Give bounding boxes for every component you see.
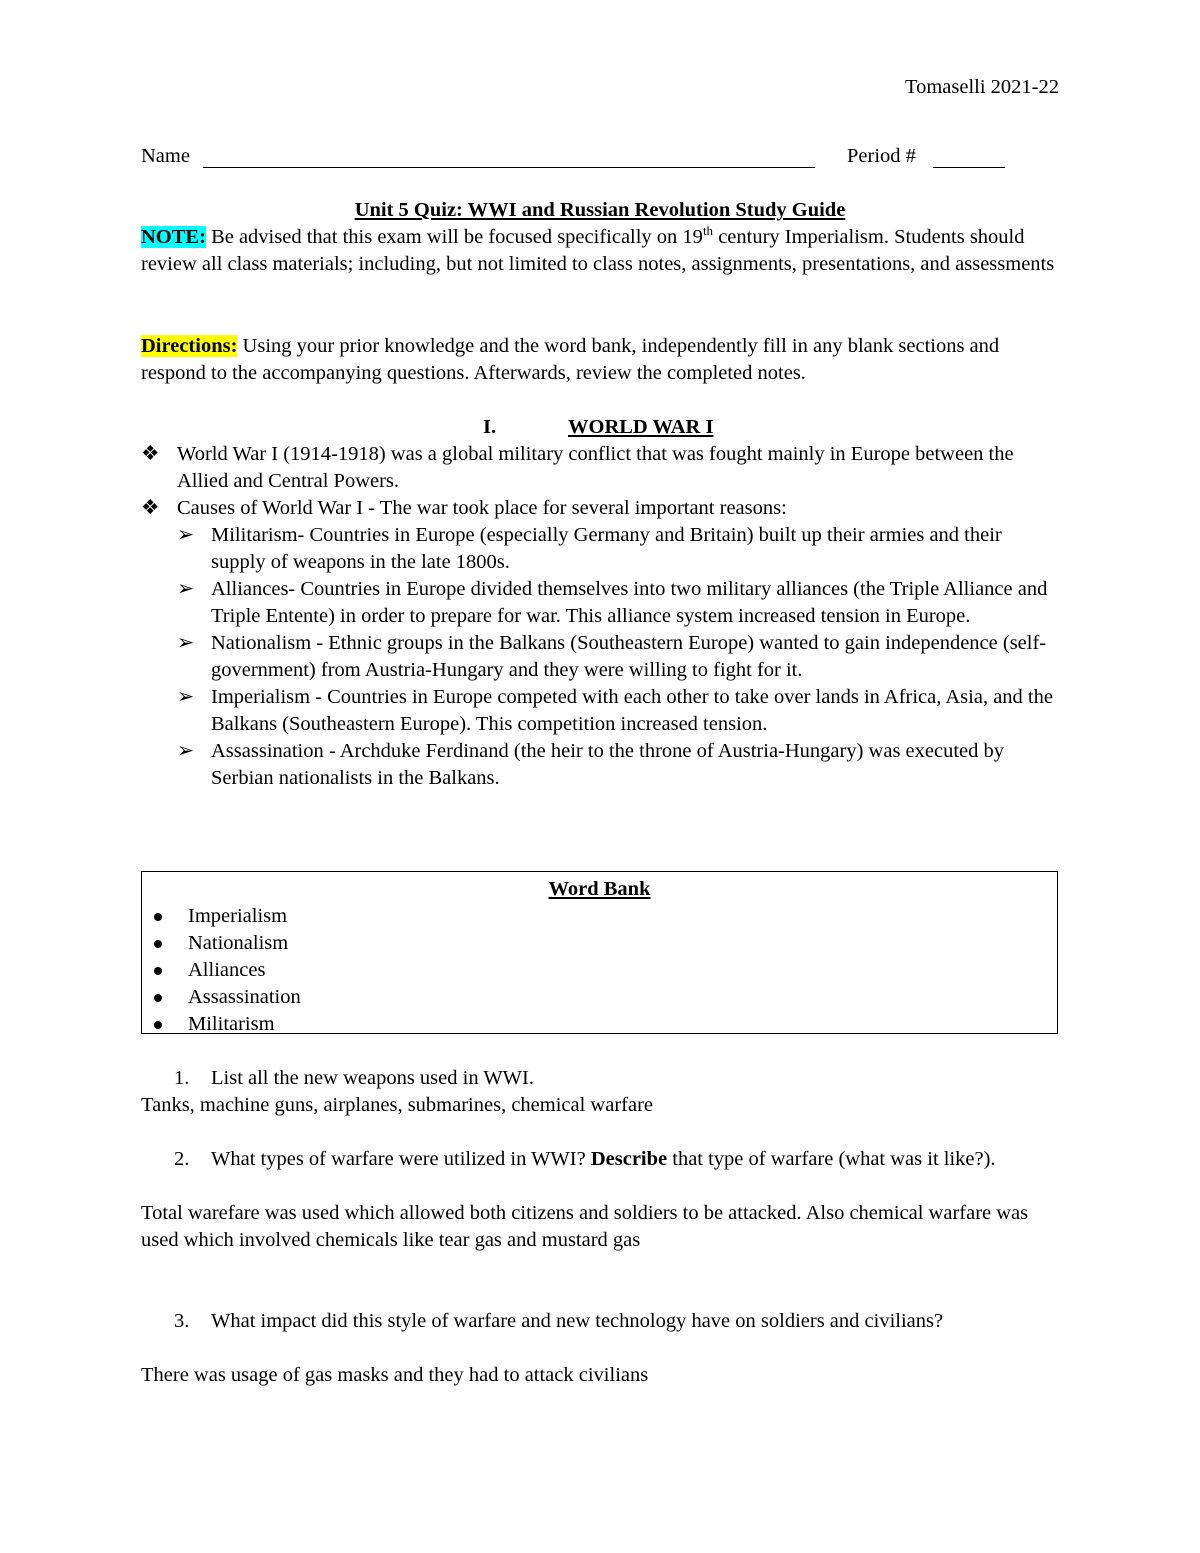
arrow-bullet-icon: ➢ (177, 578, 195, 600)
question-text (141, 1065, 1061, 1092)
period-blank-line[interactable] (933, 167, 1005, 168)
word-bank-title: Word Bank (548, 878, 651, 900)
question-1 (141, 1065, 1061, 1092)
bullet-dot-icon (154, 940, 162, 948)
word-bank-list (142, 903, 1057, 1038)
section-heading (0, 414, 1200, 441)
question-text-part: List all the new weapons used in WWI. (211, 1067, 534, 1089)
bullet-item (141, 495, 1061, 522)
word-bank-item (142, 984, 1057, 1011)
name-label: Name (141, 145, 190, 167)
word-bank-box (141, 871, 1058, 1034)
bullet-item (141, 684, 1061, 738)
bullet-item (141, 522, 1061, 576)
page-title: Unit 5 Quiz: WWI and Russian Revolution Study Guide (354, 199, 846, 221)
question-text (141, 1146, 1061, 1173)
name-blank-line[interactable] (203, 167, 815, 168)
note-paragraph (141, 224, 1061, 278)
answer-2[interactable]: Total warefare was used which allowed both citizens and soldiers to be attacked. Also chemical warfare was used which involved chemicals like tear gas and mustard gas (141, 1202, 1029, 1251)
word-bank-item (142, 1011, 1057, 1038)
question-text-part: that type of warfare (what was it like?). (667, 1148, 996, 1170)
arrow-bullet-icon: ➢ (177, 686, 195, 708)
period-label: Period # (847, 145, 916, 167)
note-text-1: Be advised that this exam will be focused specifically on 19 (205, 226, 703, 248)
directions-label: Directions: (141, 335, 238, 357)
arrow-bullet-icon: ➢ (177, 632, 195, 654)
note-sup: th (702, 223, 714, 239)
name-period-row (141, 143, 1061, 173)
word-bank-item (142, 930, 1057, 957)
bullet-item (141, 441, 1061, 495)
word-bank-item (142, 957, 1057, 984)
word-bank-term: Militarism (188, 1013, 275, 1035)
question-3 (141, 1308, 1061, 1335)
bullet-dot-icon (154, 994, 162, 1002)
answer-1[interactable]: Tanks, machine guns, airplanes, submarines, chemical warfare (141, 1094, 654, 1116)
section-title: WORLD WAR I (568, 416, 714, 438)
word-bank-term: Nationalism (188, 932, 289, 954)
bullet-text: Assassination - Archduke Ferdinand (the heir to the throne of Austria-Hungary) was executed by Serbian nationalists in the Balkans. (211, 740, 1005, 789)
question-number: 1. (174, 1067, 190, 1089)
word-bank-term: Alliances (188, 959, 266, 981)
section-number: I. (483, 416, 497, 438)
word-bank-term: Imperialism (188, 905, 288, 927)
bullet-dot-icon (154, 913, 162, 921)
bullet-item (141, 576, 1061, 630)
question-2 (141, 1146, 1061, 1173)
question-number: 3. (174, 1310, 190, 1332)
arrow-bullet-icon: ➢ (177, 740, 195, 762)
header-course-year: Tomaselli 2021-22 (904, 76, 1059, 98)
question-number: 2. (174, 1148, 190, 1170)
arrow-bullet-icon: ➢ (177, 524, 195, 546)
causes-bullet-list (141, 441, 1061, 792)
directions-paragraph (141, 333, 1061, 387)
word-bank-term: Assassination (188, 986, 301, 1008)
bullet-text: Imperialism - Countries in Europe competed with each other to take over lands in Africa, Asia, and the Balkans (Southeastern Europe). This competition increased tension. (211, 686, 1053, 735)
bullet-text: Nationalism - Ethnic groups in the Balkans (Southeastern Europe) wanted to gain independence (self-government) from Austria-Hungary and they were willing to fight for it. (211, 632, 1047, 681)
note-label: NOTE: (141, 226, 206, 248)
note-text-2: century Imperialism. Students should review all class materials; including, but not limited to class notes, assignments, presentations, and assessments (141, 226, 1055, 275)
bullet-dot-icon (154, 1021, 162, 1029)
bullet-dot-icon (154, 967, 162, 975)
bullet-text: Causes of World War I - The war took place for several important reasons: (177, 497, 787, 519)
diamond-bullet-icon: ❖ (141, 497, 160, 519)
bullet-text: World War I (1914-1918) was a global military conflict that was fought mainly in Europe between the Allied and Central Powers. (177, 443, 1014, 492)
answer-3[interactable]: There was usage of gas masks and they had to attack civilians (141, 1364, 649, 1386)
bullet-item (141, 738, 1061, 792)
question-emphasis: Describe (590, 1148, 668, 1170)
bullet-text: Militarism- Countries in Europe (especially Germany and Britain) built up their armies and their supply of weapons in the late 1800s. (211, 524, 1002, 573)
directions-text: Using your prior knowledge and the word bank, independently fill in any blank sections and respond to the accompanying questions. Afterwards, review the completed notes. (141, 335, 1000, 384)
word-bank-item (142, 903, 1057, 930)
question-text (141, 1308, 1061, 1335)
question-text-part: What impact did this style of warfare and new technology have on soldiers and civilians? (211, 1310, 944, 1332)
question-text-part: What types of warfare were utilized in WWI? (211, 1148, 591, 1170)
diamond-bullet-icon: ❖ (141, 443, 160, 465)
bullet-text: Alliances- Countries in Europe divided themselves into two military alliances (the Triple Alliance and Triple Entente) in order to prepare for war. This alliance system increased tension in Europe. (211, 578, 1048, 627)
bullet-item (141, 630, 1061, 684)
